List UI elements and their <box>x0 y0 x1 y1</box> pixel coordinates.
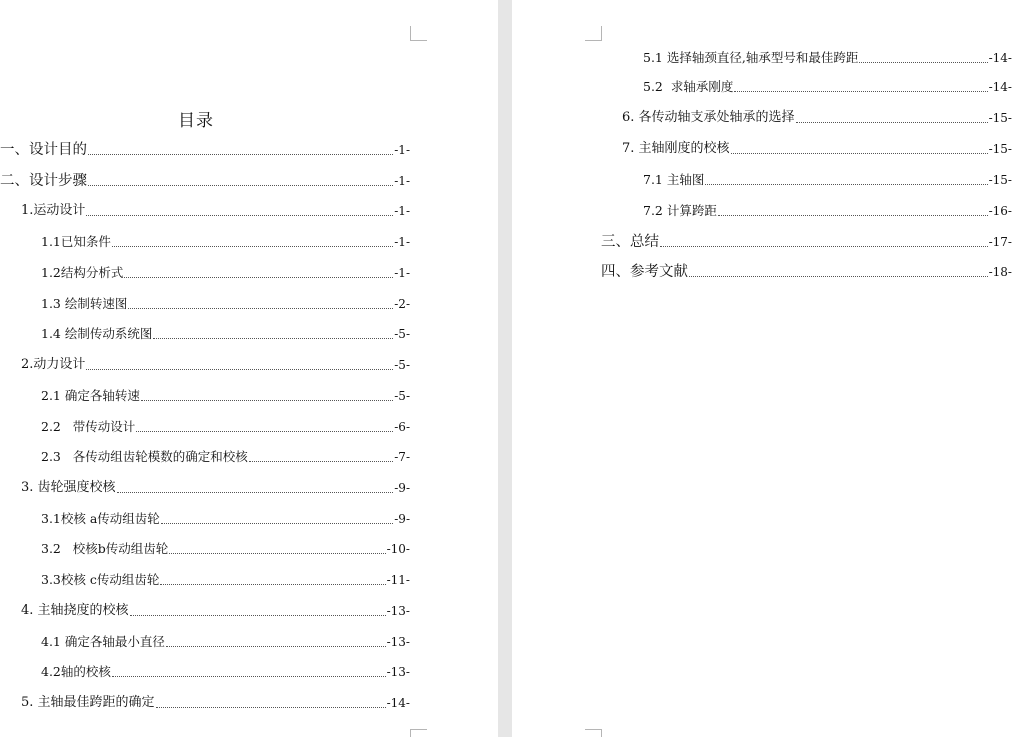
toc-entry[interactable] <box>41 508 410 528</box>
toc-entry[interactable] <box>21 692 410 712</box>
toc-page-number: -9- <box>394 512 410 526</box>
margin-corner-mark <box>585 729 602 737</box>
toc-entry-label: 3. 齿轮强度校核 <box>21 480 116 495</box>
toc-page-number: -9- <box>394 481 410 495</box>
toc-leader-dots <box>689 276 988 277</box>
toc-entry[interactable] <box>41 385 410 405</box>
toc-entry[interactable] <box>41 446 410 466</box>
toc-page-number: -14- <box>988 51 1012 65</box>
toc-page-number: -15- <box>988 173 1012 187</box>
toc-entry[interactable] <box>601 261 1012 281</box>
toc-leader-dots <box>88 185 393 186</box>
toc-leader-dots <box>169 553 385 554</box>
toc-page-number: -13- <box>386 635 410 649</box>
toc-leader-dots <box>117 492 394 493</box>
toc-page-number: -15- <box>988 111 1012 125</box>
toc-entry[interactable] <box>41 416 410 436</box>
toc-entry[interactable] <box>41 293 410 313</box>
toc-entry[interactable] <box>21 354 410 374</box>
toc-entry[interactable] <box>21 600 410 620</box>
toc-page-number: -5- <box>394 358 410 372</box>
toc-entry-label: 一、设计目的 <box>0 142 87 158</box>
toc-leader-dots <box>112 676 386 677</box>
margin-corner-mark <box>410 26 427 41</box>
toc-entry-label: 4.2轴的校核 <box>41 664 111 679</box>
toc-entry-label: 三、总结 <box>601 234 659 250</box>
toc-page-number: -5- <box>394 389 410 403</box>
toc-leader-dots <box>161 523 393 524</box>
toc-page-number: -16- <box>988 204 1012 218</box>
toc-page-number: -5- <box>394 327 410 341</box>
toc-page-number: -13- <box>386 665 410 679</box>
toc-entry-label: 1.4 绘制传动系统图 <box>41 326 153 341</box>
toc-page-number: -14- <box>386 696 410 710</box>
toc-entry-label: 4. 主轴挠度的校核 <box>21 603 129 618</box>
toc-leader-dots <box>718 215 988 216</box>
toc-entry[interactable] <box>41 538 410 558</box>
toc-entry-label: 四、参考文献 <box>601 264 688 280</box>
toc-entry[interactable] <box>643 76 1012 96</box>
toc-entry[interactable] <box>601 231 1012 251</box>
toc-page-number: -1- <box>394 204 410 218</box>
toc-page-number: -7- <box>394 450 410 464</box>
toc-leader-dots <box>141 400 393 401</box>
toc-title: 目录 <box>178 111 214 131</box>
toc-leader-dots <box>156 707 386 708</box>
toc-entry-label: 4.1 确定各轴最小直径 <box>41 634 165 649</box>
toc-entry-label: 二、设计步骤 <box>0 173 87 189</box>
toc-entry-label: 3.1校核 a传动组齿轮 <box>41 511 160 526</box>
toc-leader-dots <box>859 62 987 63</box>
toc-leader-dots <box>660 246 988 247</box>
toc-page-number: -18- <box>988 265 1012 279</box>
toc-entry[interactable] <box>622 138 1012 158</box>
toc-entry-label: 7. 主轴刚度的校核 <box>622 141 730 156</box>
toc-leader-dots <box>86 369 393 370</box>
toc-entry-label: 1.2结构分析式 <box>41 265 124 280</box>
toc-entry[interactable] <box>41 661 410 681</box>
toc-page-number: -1- <box>394 266 410 280</box>
toc-entry-label: 1.1已知条件 <box>41 234 111 249</box>
toc-leader-dots <box>128 308 393 309</box>
toc-entry-label: 6. 各传动轴支承处轴承的选择 <box>622 110 795 125</box>
toc-page-number: -6- <box>394 420 410 434</box>
toc-page-number: -2- <box>394 297 410 311</box>
toc-entry-label: 2.2 带传动设计 <box>41 419 136 434</box>
toc-entry[interactable] <box>643 169 1012 189</box>
toc-leader-dots <box>136 431 393 432</box>
toc-leader-dots <box>731 153 988 154</box>
toc-entry-label: 7.2 计算跨距 <box>643 203 717 218</box>
toc-entry-label: 2.1 确定各轴转速 <box>41 388 140 403</box>
toc-entry[interactable] <box>41 323 410 343</box>
toc-leader-dots <box>86 215 393 216</box>
margin-corner-mark <box>585 26 602 41</box>
document-page-left <box>0 0 498 737</box>
toc-page-number: -14- <box>988 80 1012 94</box>
toc-page-number: -15- <box>988 142 1012 156</box>
toc-leader-dots <box>153 338 393 339</box>
toc-leader-dots <box>112 246 393 247</box>
toc-entry[interactable] <box>21 477 410 497</box>
toc-entry[interactable] <box>622 107 1012 127</box>
toc-entry[interactable] <box>0 170 410 190</box>
toc-entry[interactable] <box>0 139 410 159</box>
toc-entry[interactable] <box>41 262 410 282</box>
margin-corner-mark <box>410 729 427 737</box>
toc-page-number: -13- <box>386 604 410 618</box>
toc-entry[interactable] <box>41 231 410 251</box>
toc-leader-dots <box>796 122 988 123</box>
toc-entry-label: 5.2 求轴承刚度 <box>643 79 734 94</box>
document-page-right <box>512 0 1029 737</box>
toc-page-number: -11- <box>386 573 410 587</box>
toc-leader-dots <box>160 584 385 585</box>
toc-leader-dots <box>734 91 987 92</box>
toc-entry-label: 1.3 绘制转速图 <box>41 296 128 311</box>
toc-leader-dots <box>130 615 386 616</box>
toc-leader-dots <box>705 184 987 185</box>
toc-entry-label: 2.动力设计 <box>21 357 86 372</box>
toc-leader-dots <box>124 277 393 278</box>
toc-entry-label: 7.1 主轴图 <box>643 172 705 187</box>
toc-page-number: -1- <box>394 143 410 157</box>
toc-entry-label: 1.运动设计 <box>21 203 86 218</box>
toc-entry-label: 2.3 各传动组齿轮模数的确定和校核 <box>41 449 248 464</box>
toc-leader-dots <box>249 461 393 462</box>
toc-entry-label: 3.3校核 c传动组齿轮 <box>41 572 160 587</box>
toc-page-number: -1- <box>394 174 410 188</box>
toc-entry-label: 5. 主轴最佳跨距的确定 <box>21 695 155 710</box>
toc-entry-label: 3.2 校核b传动组齿轮 <box>41 541 169 556</box>
toc-page-number: -17- <box>988 235 1012 249</box>
toc-leader-dots <box>88 154 393 155</box>
toc-entry[interactable] <box>41 631 410 651</box>
toc-entry[interactable] <box>643 47 1012 67</box>
toc-entry[interactable] <box>21 200 410 220</box>
toc-leader-dots <box>166 646 386 647</box>
toc-entry-label: 5.1 选择轴颈直径,轴承型号和最佳跨距 <box>643 50 859 65</box>
toc-entry[interactable] <box>643 200 1012 220</box>
toc-page-number: -10- <box>386 542 410 556</box>
toc-page-number: -1- <box>394 235 410 249</box>
toc-entry[interactable] <box>41 569 410 589</box>
